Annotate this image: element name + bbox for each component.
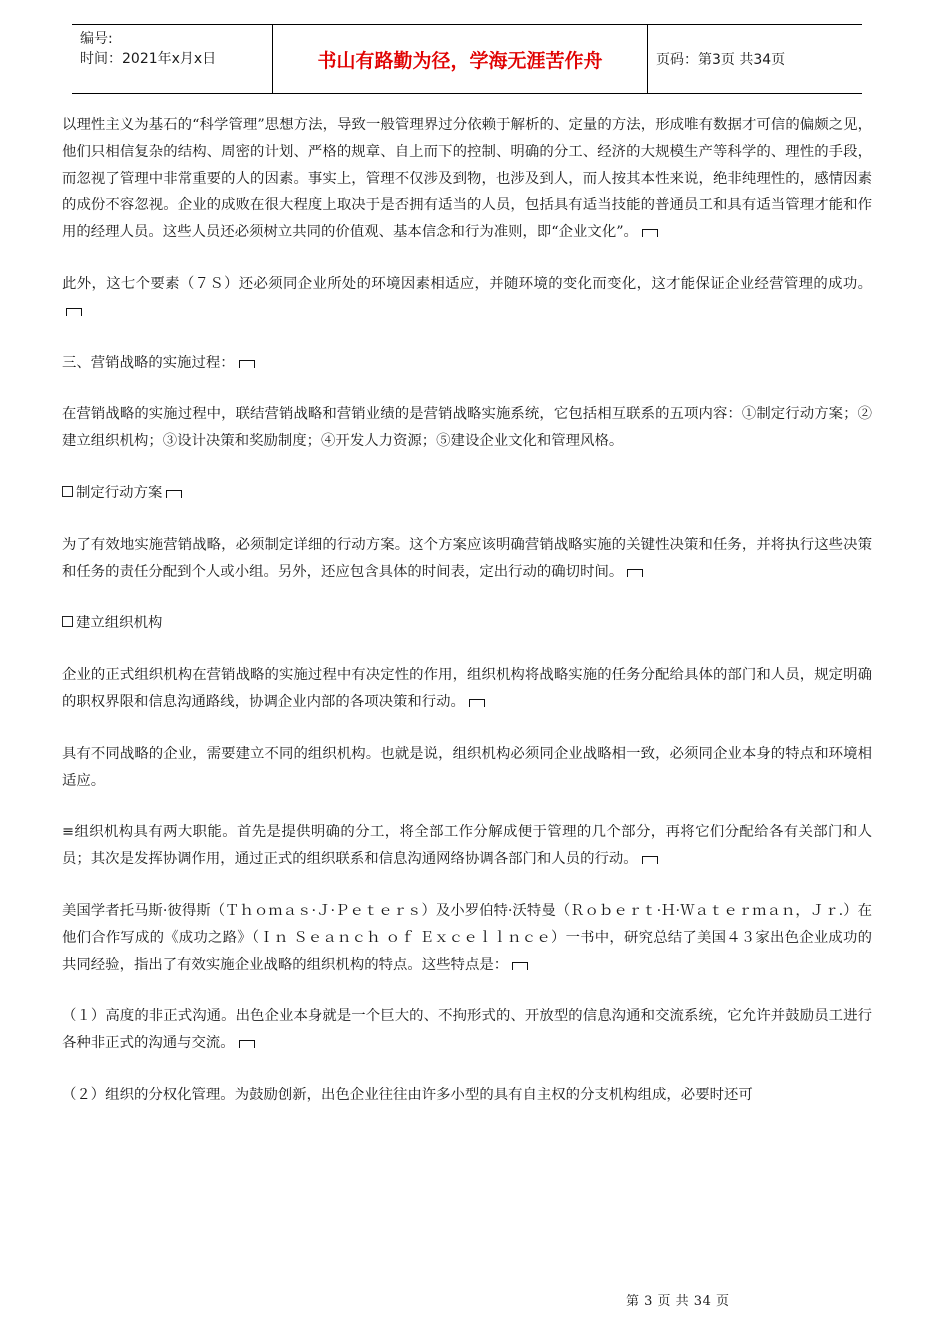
- paragraph-mark-icon: [66, 308, 82, 316]
- header-page-info: 页码：第3页 共34页: [656, 52, 786, 68]
- paragraph: 此外，这七个要素（７Ｓ）还必须同企业所处的环境因素相适应，并随环境的变化而变化，这才能保证企业经营管理的成功。: [62, 271, 872, 325]
- list-item: （１）高度的非正式沟通。出色企业本身就是一个巨大的、不拘形式的、开放型的信息沟通和交流系统，它允许并鼓励员工进行各种非正式的沟通与交流。: [62, 1008, 872, 1052]
- paragraph-mark-icon: [642, 856, 658, 864]
- header-motto: 书山有路勤为径，学海无涯苦作舟: [317, 49, 603, 72]
- serial-label: 编号:: [80, 31, 113, 47]
- paragraph: 在营销战略的实施过程中，联结营销战略和营销业绩的是营销战略实施系统，它包括相互联系的五项内容：①制定行动方案；②建立组织机构；③设计决策和奖励制度；④开发人力资源；⑤建设企业文化和管理风格。: [62, 406, 872, 450]
- checkbox-bullet-icon: [62, 616, 73, 627]
- paragraph: 具有不同战略的企业，需要建立不同的组织机构。也就是说，组织机构必须同企业战略相一致，必须同企业本身的特点和环境相适应。: [62, 745, 872, 789]
- document-body: [62, 112, 872, 1134]
- paragraph-mark-icon: [239, 360, 255, 368]
- page-footer: 第 3 页 共 34 页: [626, 1294, 730, 1309]
- paragraph: ≡组织机构具有两大职能。首先是提供明确的分工，将全部工作分解成便于管理的几个部分，再将它们分配给各有关部门和人员；其次是发挥协调作用，通过正式的组织联系和信息沟通网络协调各部门和人员的行动。: [62, 824, 872, 868]
- paragraph-mark-icon: [239, 1040, 255, 1048]
- list-item: （２）组织的分权化管理。为鼓励创新，出色企业往往由许多小型的具有自主权的分支机构组成，必要时还可: [62, 1086, 753, 1103]
- paragraph: 美国学者托马斯·彼得斯（Ｔｈｏｍａｓ·Ｊ·Ｐｅｔｅｒｓ）及小罗伯特·沃特曼（Ｒｏｂｅｒｔ·Ｈ·Ｗａｔｅｒｍａｎ，Ｊｒ.）在他们合作写成的《成功之路》（Ｉｎ Ｓｅａｎｃｈ ｏｆ Ｅｘｃｅｌｌｎｃｅ）一书中，研究总结了美国４３家出色企业成功的共同经验，指出了有效实施企业战略的组织机构的特点。这些特点是：: [62, 902, 872, 973]
- page-header: [72, 24, 862, 94]
- paragraph-mark-icon: [627, 569, 643, 577]
- paragraph-mark-icon: [166, 490, 182, 498]
- time-label: 时间：2021年x月x日: [80, 51, 217, 67]
- paragraph: 以理性主义为基石的“科学管理”思想方法，导致一般管理界过分依赖于解析的、定量的方法，形成唯有数据才可信的偏颇之见，他们只相信复杂的结构、周密的计划、严格的规章、自上而下的控制、明确的分工、经济的大规模生产等科学的、理性的手段，而忽视了管理中非常重要的人的因素。事实上，管理不仅涉及到物，也涉及到人，而人按其本性来说，绝非纯理性的，感情因素的成份不容忽视。企业的成败在很大程度上取决于是否拥有适当的人员，包括具有适当技能的普通员工和具有适当管理才能和作用的经理人员。这些人员还必须树立共同的价值观、基本信念和行为准则，即“企业文化”。: [62, 117, 872, 241]
- checkbox-bullet-icon: [62, 486, 73, 497]
- paragraph: 为了有效地实施营销战略，必须制定详细的行动方案。这个方案应该明确营销战略实施的关键性决策和任务，并将执行这些决策和任务的责任分配到个人或小组。另外，还应包含具体的时间表，定出行动的确切时间。: [62, 536, 872, 580]
- subheading: 建立组织机构: [62, 610, 872, 637]
- paragraph-mark-icon: [512, 962, 528, 970]
- paragraph-mark-icon: [642, 229, 658, 237]
- section-heading: 三、营销战略的实施过程：: [62, 350, 872, 377]
- header-divider: [647, 25, 648, 93]
- subheading: 制定行动方案: [62, 480, 872, 507]
- paragraph: 企业的正式组织机构在营销战略的实施过程中有决定性的作用，组织机构将战略实施的任务分配给具体的部门和人员，规定明确的职权界限和信息沟通路线，协调企业内部的各项决策和行动。: [62, 667, 872, 710]
- paragraph-mark-icon: [469, 699, 485, 707]
- header-meta: [80, 29, 280, 69]
